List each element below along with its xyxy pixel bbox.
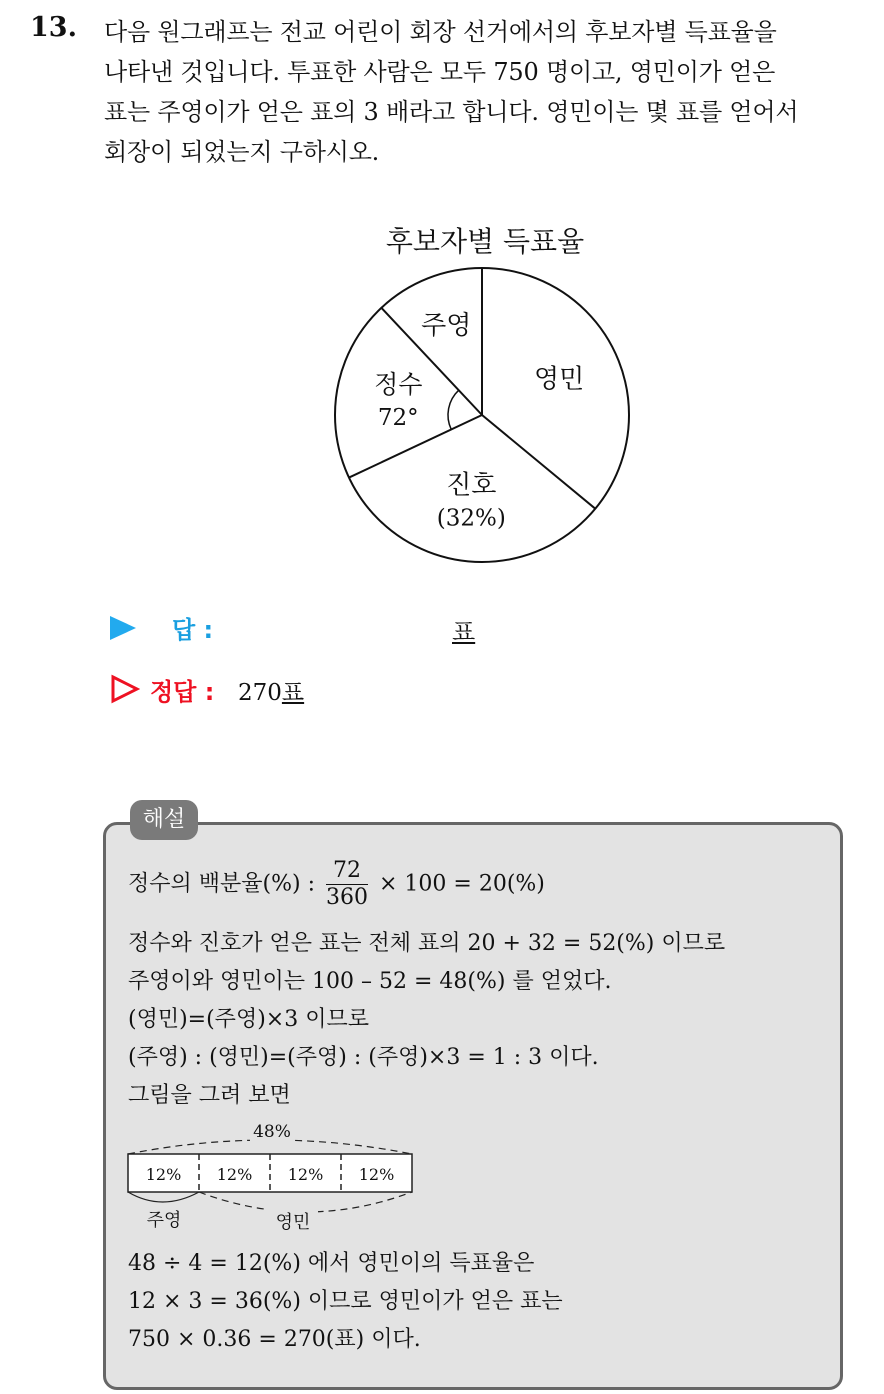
question-text bbox=[104, 12, 866, 172]
question-line: 표는 주영이가 얻은 표의 3 배라고 합니다. 영민이는 몇 표를 얻어서 bbox=[104, 98, 799, 126]
outline-play-icon bbox=[110, 674, 140, 704]
chart-title: 후보자별 득표율 bbox=[385, 225, 585, 258]
solution-line-6: 그림을 그려 보면 bbox=[128, 1083, 291, 1108]
pie-slice-sublabel: (32%) bbox=[436, 505, 506, 532]
question-number: 13. bbox=[30, 12, 77, 43]
ratio-segment-label: 12% bbox=[145, 1165, 182, 1184]
correct-answer-label: 정답 : bbox=[150, 678, 215, 706]
solution-line-4: (영민)=(주영)×3 이므로 bbox=[128, 1007, 369, 1032]
pie-slice-sublabel: 72° bbox=[377, 405, 419, 432]
pie-slice-label: 영민 bbox=[534, 364, 585, 395]
correct-answer-value bbox=[238, 674, 304, 707]
pie-slice-label: 주영 bbox=[421, 310, 472, 341]
ratio-total-label: 48% bbox=[250, 1122, 294, 1142]
pie-slice-label: 진호 bbox=[446, 470, 497, 501]
solution-line-8: 12 × 3 = 36(%) 이므로 영민이가 얻은 표는 bbox=[128, 1289, 563, 1314]
answer-label: 답 : bbox=[172, 616, 214, 644]
solution-line-3: 주영이와 영민이는 100 – 52 = 48(%) 를 얻었다. bbox=[128, 969, 612, 994]
pie-chart bbox=[320, 220, 650, 600]
solution-line-1-suffix: × 100 = 20(%) bbox=[378, 871, 545, 897]
solution-line-2: 정수와 진호가 얻은 표는 전체 표의 20 + 32 = 52(%) 이므로 bbox=[128, 931, 726, 956]
solution-line-7: 48 ÷ 4 = 12(%) 에서 영민이의 득표율은 bbox=[128, 1251, 535, 1276]
ratio-left-label: 주영 bbox=[136, 1206, 192, 1232]
pie-chart-svg bbox=[320, 265, 650, 595]
ratio-segment-label: 12% bbox=[358, 1165, 395, 1184]
solution-tab: 해설 bbox=[130, 800, 198, 840]
solution-line-5: (주영) : (영민)=(주영) : (주영)×3 = 1 : 3 이다. bbox=[128, 1045, 599, 1070]
play-icon bbox=[110, 616, 136, 640]
correct-answer-number: 270 bbox=[238, 680, 282, 706]
correct-answer-unit: 표 bbox=[281, 680, 305, 706]
ratio-segment-label: 12% bbox=[287, 1165, 324, 1184]
answer-unit: 표 bbox=[452, 618, 476, 646]
question-line: 다음 원그래프는 전교 어린이 회장 선거에서의 후보자별 득표율을 bbox=[104, 18, 777, 46]
ratio-diagram bbox=[122, 1122, 422, 1234]
fraction-numerator: 72 bbox=[326, 858, 368, 885]
pie-slice-label: 정수 bbox=[374, 370, 423, 400]
ratio-segment-label: 12% bbox=[216, 1165, 253, 1184]
solution-line-1-prefix: 정수의 백분율(%) : bbox=[128, 871, 315, 897]
question-line: 나타낸 것입니다. 투표한 사람은 모두 750 명이고, 영민이가 얻은 bbox=[104, 58, 776, 86]
fraction-denominator: 360 bbox=[325, 885, 368, 910]
ratio-right-label: 영민 bbox=[268, 1208, 318, 1234]
solution-line-1 bbox=[128, 858, 545, 911]
question-line: 회장이 되었는지 구하시오. bbox=[104, 138, 380, 166]
solution-line-9: 750 × 0.36 = 270(표) 이다. bbox=[128, 1327, 421, 1352]
fraction bbox=[326, 858, 368, 911]
